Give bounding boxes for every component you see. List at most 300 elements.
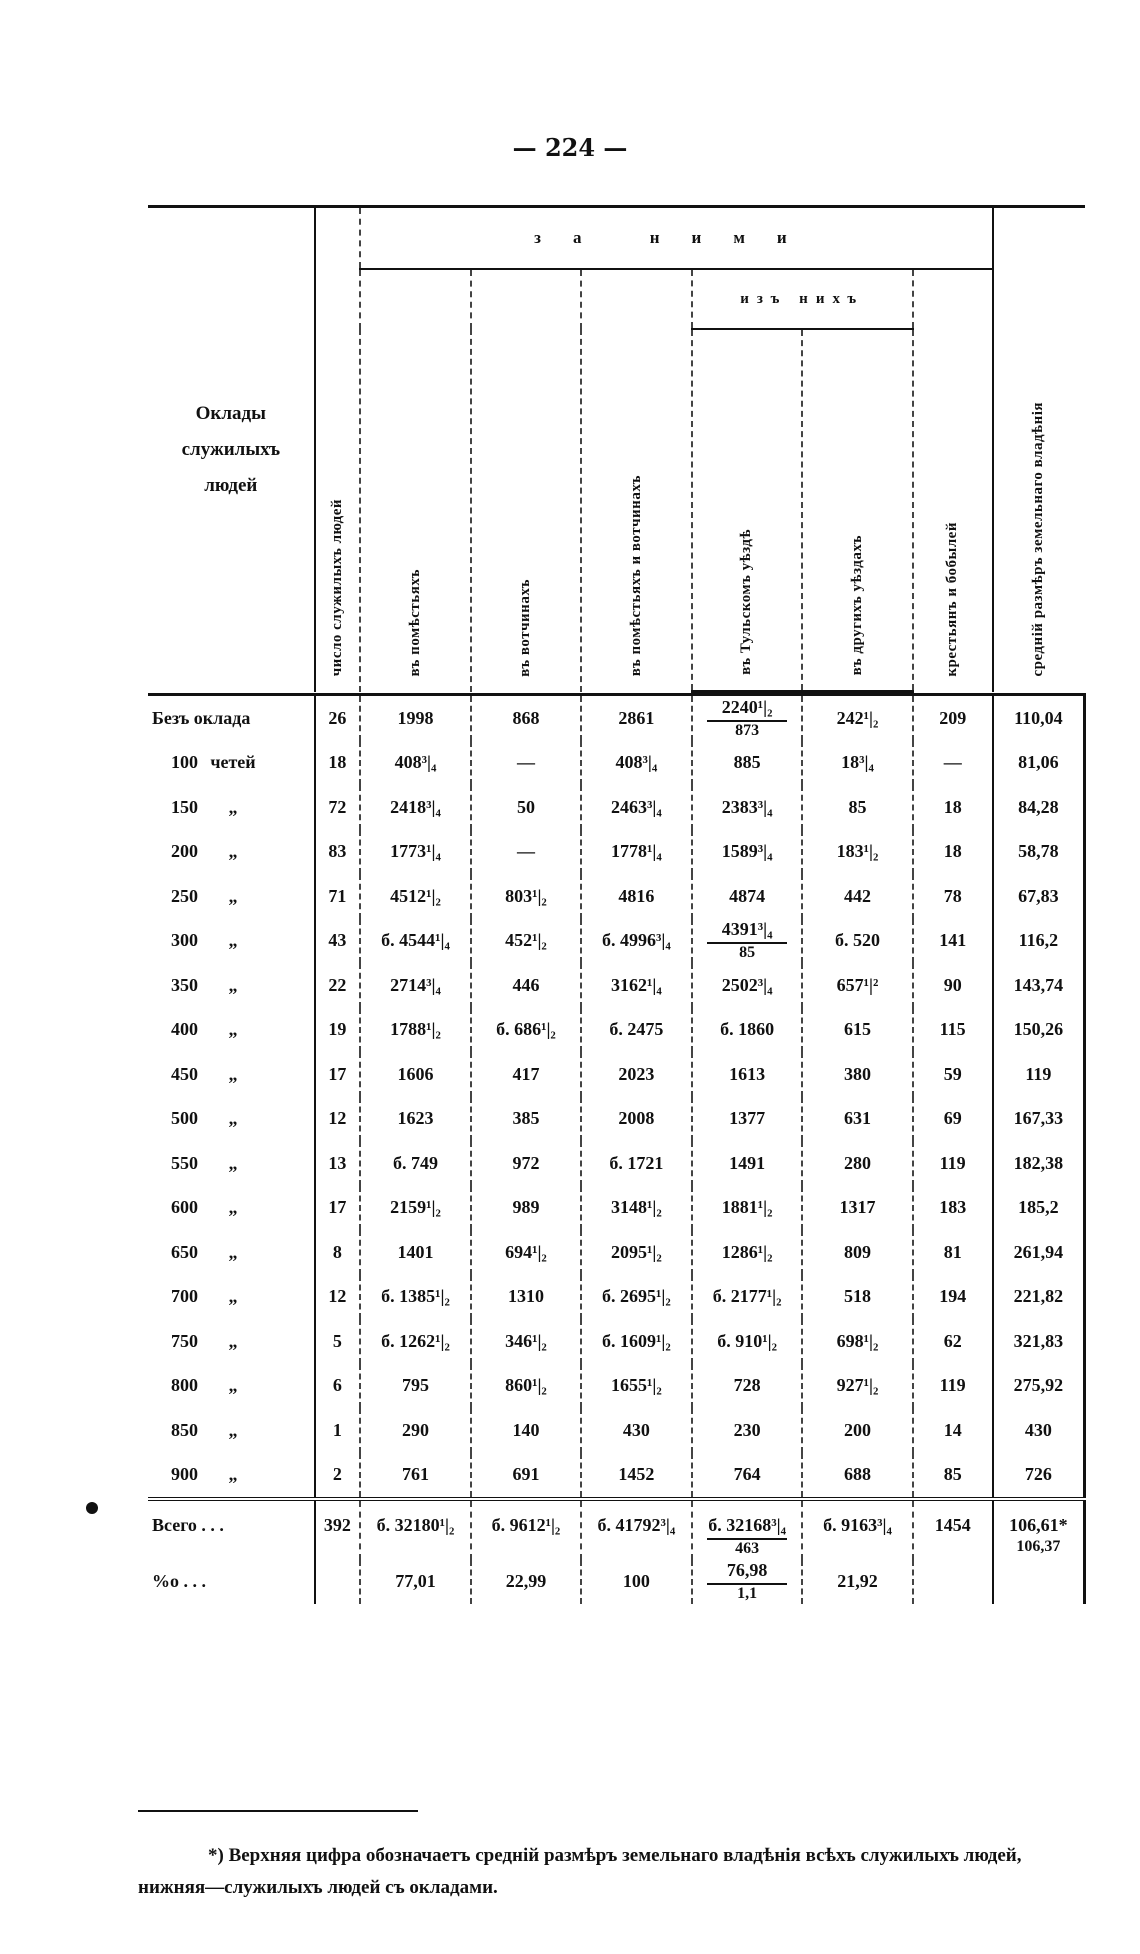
cell-other — [802, 1230, 912, 1275]
total-other-value: б. 9163³|₄ — [823, 1515, 892, 1535]
row-label — [148, 741, 315, 786]
row-label — [148, 874, 315, 919]
cell-count-value: 19 — [328, 1019, 347, 1040]
cell-pomest-value: 2418³|₄ — [390, 796, 441, 817]
cell-peasants — [913, 741, 993, 786]
cell-avg-value: 321,83 — [1013, 1330, 1064, 1351]
cell-votch-value: — — [516, 752, 535, 773]
cell-count-value: 5 — [332, 1330, 342, 1351]
total-sum-note: 463 — [707, 1538, 788, 1558]
cell-pomest-value: б. 749 — [393, 1152, 438, 1173]
cell-count-value: 72 — [328, 796, 347, 817]
cell-votch-value: 989 — [512, 1197, 540, 1218]
cell-other — [802, 1453, 912, 1500]
cell-avg-value: 221,82 — [1013, 1286, 1064, 1307]
table-row — [148, 1453, 1085, 1500]
count-header: число служилыхъ людей — [315, 207, 361, 692]
percent-label — [148, 1560, 315, 1605]
cell-other-value: 242¹|₂ — [836, 707, 879, 728]
cell-tula — [692, 1408, 803, 1453]
cell-peasants — [913, 1364, 993, 1409]
cell-pomest — [360, 695, 471, 741]
table-row — [148, 1230, 1085, 1275]
cell-other-value: 809 — [844, 1241, 872, 1262]
cell-count — [315, 785, 361, 830]
cell-other — [802, 1008, 912, 1053]
cell-peasants-value: 115 — [939, 1019, 966, 1040]
cell-pomest — [360, 1275, 471, 1320]
cell-avg — [993, 1008, 1085, 1053]
table-row — [148, 830, 1085, 875]
cell-count-value: 8 — [332, 1241, 342, 1262]
row-label-unit: „ — [228, 1063, 238, 1084]
cell-peasants — [913, 1275, 993, 1320]
cell-peasants-value: 59 — [943, 1063, 962, 1084]
cell-avg — [993, 695, 1085, 741]
cell-pomest-value: 795 — [402, 1375, 429, 1396]
row-label-unit: „ — [228, 885, 238, 906]
cell-pomest-value: 1401 — [397, 1241, 434, 1262]
row-label-num: Безъ оклада — [152, 707, 251, 728]
cell-votch — [471, 695, 581, 741]
cell-avg-value: 261,94 — [1013, 1241, 1064, 1262]
cell-peasants-value: 85 — [943, 1464, 962, 1485]
cell-tula — [692, 695, 803, 741]
cell-count-value: 71 — [328, 885, 347, 906]
cell-total — [581, 963, 692, 1008]
cell-pomest — [360, 1319, 471, 1364]
cell-other-value: 18³|₄ — [841, 752, 874, 773]
percent-sum-note: 1,1 — [707, 1583, 788, 1603]
cell-total-value: 4816 — [618, 885, 655, 906]
cell-total-value: б. 4996³|₄ — [602, 930, 671, 951]
cell-avg — [993, 1275, 1085, 1320]
cell-avg — [993, 1230, 1085, 1275]
cell-pomest — [360, 785, 471, 830]
cell-total — [581, 919, 692, 964]
cell-peasants-value: 119 — [939, 1375, 966, 1396]
footnote-rule — [138, 1810, 418, 1812]
row-label-unit: „ — [228, 1197, 238, 1218]
cell-other — [802, 1319, 912, 1364]
cell-total-value: 2861 — [618, 707, 655, 728]
cell-peasants-value: 18 — [943, 796, 962, 817]
cell-count — [315, 1008, 361, 1053]
cell-peasants-value: 209 — [939, 707, 967, 728]
row-label-num: 400 — [171, 1019, 198, 1040]
cell-avg-value: 84,28 — [1018, 796, 1059, 817]
cell-pomest-value: 2159¹|₂ — [390, 1197, 441, 1218]
cell-avg — [993, 1453, 1085, 1500]
cell-count-value: 43 — [328, 930, 347, 951]
cell-count-value: 83 — [328, 841, 347, 862]
cell-other-value: 85 — [848, 796, 867, 817]
row-label-unit: „ — [228, 796, 238, 817]
row-label-num: 500 — [171, 1108, 198, 1129]
percent-tula — [692, 1560, 803, 1605]
cell-pomest-value: 408³|₄ — [394, 752, 437, 773]
table-row — [148, 1097, 1085, 1142]
cell-pomest-value: 290 — [402, 1419, 429, 1440]
cell-peasants — [913, 1408, 993, 1453]
cell-tula-value: 1491 — [729, 1152, 766, 1173]
cell-avg-value: 58,78 — [1018, 841, 1059, 862]
cell-count — [315, 919, 361, 964]
cell-votch — [471, 1408, 581, 1453]
cell-total — [581, 1008, 692, 1053]
percent-count — [315, 1560, 361, 1605]
cell-pomest-value: 761 — [402, 1464, 429, 1485]
cell-votch-value: 385 — [512, 1108, 540, 1129]
margin-dot — [86, 1502, 98, 1514]
cell-count — [315, 1141, 361, 1186]
table-row — [148, 919, 1085, 964]
percent-pomest — [360, 1560, 471, 1605]
pomest-header: въ помѣстьяхъ — [360, 269, 471, 692]
cell-total — [581, 1141, 692, 1186]
data-table — [148, 205, 1086, 1604]
peasants-header: крестьянъ и бобылей — [913, 269, 993, 692]
cell-total-value: 3148¹|₂ — [611, 1197, 662, 1218]
percent-row — [148, 1560, 1085, 1605]
row-label-num: 250 — [171, 885, 198, 906]
cell-pomest — [360, 1408, 471, 1453]
cell-votch — [471, 919, 581, 964]
cell-tula — [692, 963, 803, 1008]
cell-avg — [993, 874, 1085, 919]
cell-total — [581, 1052, 692, 1097]
cell-total-value: б. 2695¹|₂ — [602, 1286, 671, 1307]
cell-count — [315, 1364, 361, 1409]
total-total — [581, 1499, 692, 1560]
cell-avg-value: 182,38 — [1013, 1152, 1064, 1173]
cell-total — [581, 1230, 692, 1275]
page-number: — 224 — — [512, 133, 628, 162]
total-peasants-value: 1454 — [934, 1515, 971, 1535]
table-row — [148, 874, 1085, 919]
cell-pomest — [360, 830, 471, 875]
total-count — [315, 1499, 361, 1560]
cell-tula — [692, 830, 803, 875]
cell-avg — [993, 785, 1085, 830]
table-row — [148, 695, 1085, 741]
row-label — [148, 1408, 315, 1453]
cell-peasants-value: 62 — [943, 1330, 962, 1351]
cell-count-value: 6 — [332, 1375, 342, 1396]
cell-other-value: 698¹|₂ — [836, 1330, 879, 1351]
row-label-unit: „ — [228, 1108, 238, 1129]
cell-other — [802, 1275, 912, 1320]
cell-count — [315, 1453, 361, 1500]
cell-total-value: 1655¹|₂ — [611, 1375, 662, 1396]
cell-total-value: 3162¹|₄ — [611, 974, 662, 995]
cell-count — [315, 963, 361, 1008]
cell-tula — [692, 1364, 803, 1409]
cell-peasants-value: 90 — [943, 974, 962, 995]
percent-tula-value: 76,98 — [726, 1560, 768, 1581]
cell-avg-value: 81,06 — [1018, 752, 1059, 773]
cell-tula — [692, 1052, 803, 1097]
row-label-unit: „ — [228, 1464, 238, 1485]
cell-votch-value: 972 — [512, 1152, 540, 1173]
cell-votch-value: 1310 — [507, 1286, 544, 1307]
cell-tula-value: б. 1860 — [720, 1019, 775, 1040]
cell-avg — [993, 830, 1085, 875]
table-row — [148, 741, 1085, 786]
row-label-num: 450 — [171, 1063, 198, 1084]
cell-other-value: б. 520 — [835, 930, 881, 951]
cell-count — [315, 874, 361, 919]
cell-peasants — [913, 963, 993, 1008]
cell-peasants-value: 194 — [939, 1286, 967, 1307]
cell-peasants — [913, 1097, 993, 1142]
cell-votch — [471, 1453, 581, 1500]
cell-other — [802, 963, 912, 1008]
table-row — [148, 1008, 1085, 1053]
cell-other — [802, 1186, 912, 1231]
row-label-num: 350 — [171, 974, 198, 995]
cell-peasants — [913, 1141, 993, 1186]
cell-pomest-value: б. 1385¹|₂ — [381, 1286, 450, 1307]
footnote: *) Верхняя цифра обозначаетъ средній размѣръ земельнаго владѣнія всѣхъ служилыхъ людей, нижняя—служилыхъ людей съ окладами. — [138, 1845, 1022, 1899]
cell-total-value: 2008 — [618, 1108, 655, 1129]
cell-tula-value: 728 — [733, 1375, 761, 1396]
group-header: за ними — [360, 207, 993, 270]
cell-tula-value: 885 — [733, 752, 761, 773]
cell-other — [802, 1408, 912, 1453]
cell-votch — [471, 1364, 581, 1409]
cell-tula — [692, 874, 803, 919]
cell-avg — [993, 1408, 1085, 1453]
cell-peasants-value: 183 — [939, 1197, 967, 1218]
cell-pomest — [360, 1008, 471, 1053]
cell-total — [581, 785, 692, 830]
cell-peasants-value: 119 — [939, 1152, 966, 1173]
row-label-num: 650 — [171, 1241, 198, 1262]
cell-pomest-value: 2714³|₄ — [390, 974, 441, 995]
row-label-num: 550 — [171, 1152, 198, 1173]
cell-avg-value: 116,2 — [1018, 930, 1059, 951]
row-label — [148, 1275, 315, 1320]
row-label-unit: „ — [228, 841, 238, 862]
cell-other-value: 1317 — [839, 1197, 876, 1218]
cell-other — [802, 919, 912, 964]
cell-total — [581, 1097, 692, 1142]
row-label-num: 800 — [171, 1375, 198, 1396]
total-peasants — [913, 1499, 993, 1560]
group-sum-note: 85 — [707, 942, 788, 962]
cell-count — [315, 1319, 361, 1364]
cell-count-value: 17 — [328, 1197, 347, 1218]
row-label-unit: „ — [228, 1241, 238, 1262]
row-label-unit: „ — [228, 1019, 238, 1040]
cell-count — [315, 1408, 361, 1453]
cell-tula-value: 4874 — [729, 885, 766, 906]
row-label-unit: „ — [228, 1419, 238, 1440]
cell-peasants-value: 69 — [943, 1108, 962, 1129]
cell-peasants — [913, 1453, 993, 1500]
row-label-num: 700 — [171, 1286, 198, 1307]
cell-total — [581, 741, 692, 786]
cell-votch-value: 346¹|₂ — [505, 1330, 547, 1351]
table-row — [148, 1141, 1085, 1186]
cell-total — [581, 1319, 692, 1364]
cell-total-value: 2095¹|₂ — [611, 1241, 662, 1262]
cell-total-value: 1452 — [618, 1464, 655, 1485]
table-row — [148, 785, 1085, 830]
cell-avg — [993, 1319, 1085, 1364]
cell-count — [315, 1052, 361, 1097]
cell-peasants — [913, 1319, 993, 1364]
total-avg-value: 106,61* — [1009, 1515, 1068, 1535]
cell-peasants — [913, 1008, 993, 1053]
cell-tula-value: 1881¹|₂ — [721, 1197, 773, 1218]
cell-avg-value: 185,2 — [1018, 1197, 1059, 1218]
cell-votch — [471, 874, 581, 919]
cell-votch — [471, 1052, 581, 1097]
row-label — [148, 919, 315, 964]
total-pomest-value: б. 32180¹|₂ — [376, 1515, 455, 1535]
cell-other-value: 380 — [844, 1063, 872, 1084]
cell-total — [581, 1408, 692, 1453]
cell-pomest — [360, 1186, 471, 1231]
cell-tula — [692, 1319, 803, 1364]
cell-peasants-value: — — [943, 752, 962, 773]
cell-peasants-value: 14 — [943, 1419, 962, 1440]
cell-votch-value: 140 — [512, 1419, 540, 1440]
total-pomest — [360, 1499, 471, 1560]
cell-avg-value: 275,92 — [1013, 1375, 1064, 1396]
cell-count-value: 18 — [328, 752, 347, 773]
cell-avg-value: 726 — [1024, 1464, 1052, 1485]
row-label-unit: „ — [228, 1330, 238, 1351]
cell-peasants — [913, 874, 993, 919]
cell-avg — [993, 1364, 1085, 1409]
row-label-unit: четей — [210, 752, 256, 773]
cell-pomest-value: 1623 — [397, 1108, 434, 1129]
cell-votch-value: б. 686¹|₂ — [496, 1019, 556, 1040]
cell-other-value: 183¹|₂ — [836, 841, 879, 862]
cell-votch-value: 50 — [516, 796, 535, 817]
cell-votch — [471, 1008, 581, 1053]
cell-votch-value: 691 — [512, 1464, 540, 1485]
cell-tula — [692, 1097, 803, 1142]
cell-avg-value: 150,26 — [1013, 1019, 1064, 1040]
row-label — [148, 1097, 315, 1142]
data-body — [148, 695, 1085, 1605]
cell-pomest-value: 1773¹|₄ — [390, 841, 441, 862]
total-label — [148, 1499, 315, 1560]
cell-total — [581, 1364, 692, 1409]
row-label-num: 300 — [171, 930, 198, 951]
percent-avg — [993, 1560, 1085, 1605]
cell-tula-value: б. 910¹|₂ — [717, 1330, 777, 1351]
table-row — [148, 963, 1085, 1008]
row-label-num: 900 — [171, 1464, 198, 1485]
cell-pomest — [360, 1230, 471, 1275]
row-label-num: 150 — [171, 796, 198, 817]
cell-tula-value: 1613 — [729, 1063, 766, 1084]
cell-total-value: б. 2475 — [609, 1019, 664, 1040]
cell-other-value: 657¹|² — [836, 974, 879, 995]
row-label — [148, 785, 315, 830]
cell-count-value: 12 — [328, 1108, 347, 1129]
cell-pomest-value: б. 4544¹|₄ — [381, 930, 450, 951]
cell-other — [802, 1097, 912, 1142]
total-row — [148, 1499, 1085, 1560]
row-label-num: 600 — [171, 1197, 198, 1218]
cell-tula-value: 2502³|₄ — [721, 974, 773, 995]
cell-votch — [471, 1319, 581, 1364]
row-label — [148, 1319, 315, 1364]
corner-header: Оклады служилыхъ людей — [148, 207, 315, 692]
cell-other-value: 631 — [844, 1108, 872, 1129]
group-sum-note: 873 — [707, 720, 788, 740]
cell-count — [315, 1186, 361, 1231]
cell-avg — [993, 1186, 1085, 1231]
cell-tula-value: 1377 — [729, 1108, 766, 1129]
cell-total-value: 1778¹|₄ — [611, 841, 662, 862]
cell-total-value: 2023 — [618, 1063, 655, 1084]
cell-count-value: 13 — [328, 1152, 347, 1173]
cell-count — [315, 1275, 361, 1320]
cell-other — [802, 785, 912, 830]
cell-other-value: 615 — [844, 1019, 872, 1040]
cell-votch — [471, 1141, 581, 1186]
cell-tula-value: б. 2177¹|₂ — [712, 1286, 782, 1307]
cell-total — [581, 1186, 692, 1231]
total-label-value: Всего . . . — [152, 1515, 224, 1535]
cell-tula — [692, 1141, 803, 1186]
cell-count-value: 12 — [328, 1286, 347, 1307]
cell-tula-value: 764 — [733, 1464, 761, 1485]
cell-count — [315, 695, 361, 741]
cell-tula — [692, 1008, 803, 1053]
cell-avg — [993, 1141, 1085, 1186]
cell-total — [581, 830, 692, 875]
cell-tula — [692, 1186, 803, 1231]
cell-pomest-value: 4512¹|₂ — [390, 885, 441, 906]
row-label — [148, 1052, 315, 1097]
cell-tula-value: 2240¹|₂ — [721, 696, 773, 717]
percent-votch-value: 22,99 — [505, 1571, 547, 1592]
percent-other — [802, 1560, 912, 1605]
cell-tula — [692, 919, 803, 964]
cell-peasants — [913, 1186, 993, 1231]
cell-avg — [993, 741, 1085, 786]
cell-tula — [692, 1275, 803, 1320]
cell-count — [315, 741, 361, 786]
cell-count — [315, 1097, 361, 1142]
cell-pomest — [360, 919, 471, 964]
cell-total — [581, 874, 692, 919]
cell-votch — [471, 1186, 581, 1231]
cell-votch — [471, 741, 581, 786]
cell-votch-value: 803¹|₂ — [505, 885, 547, 906]
row-label — [148, 695, 315, 741]
subgroup-header: изъ нихъ — [692, 269, 913, 329]
cell-tula-value: 1589³|₄ — [721, 841, 773, 862]
table-row — [148, 1364, 1085, 1409]
row-label-num: 100 — [171, 752, 198, 773]
cell-pomest — [360, 1097, 471, 1142]
votch-header: въ вотчинахъ — [471, 269, 581, 692]
row-label-unit: „ — [228, 974, 238, 995]
cell-other-value: 442 — [844, 885, 872, 906]
cell-avg — [993, 1052, 1085, 1097]
cell-count — [315, 830, 361, 875]
cell-pomest — [360, 1141, 471, 1186]
